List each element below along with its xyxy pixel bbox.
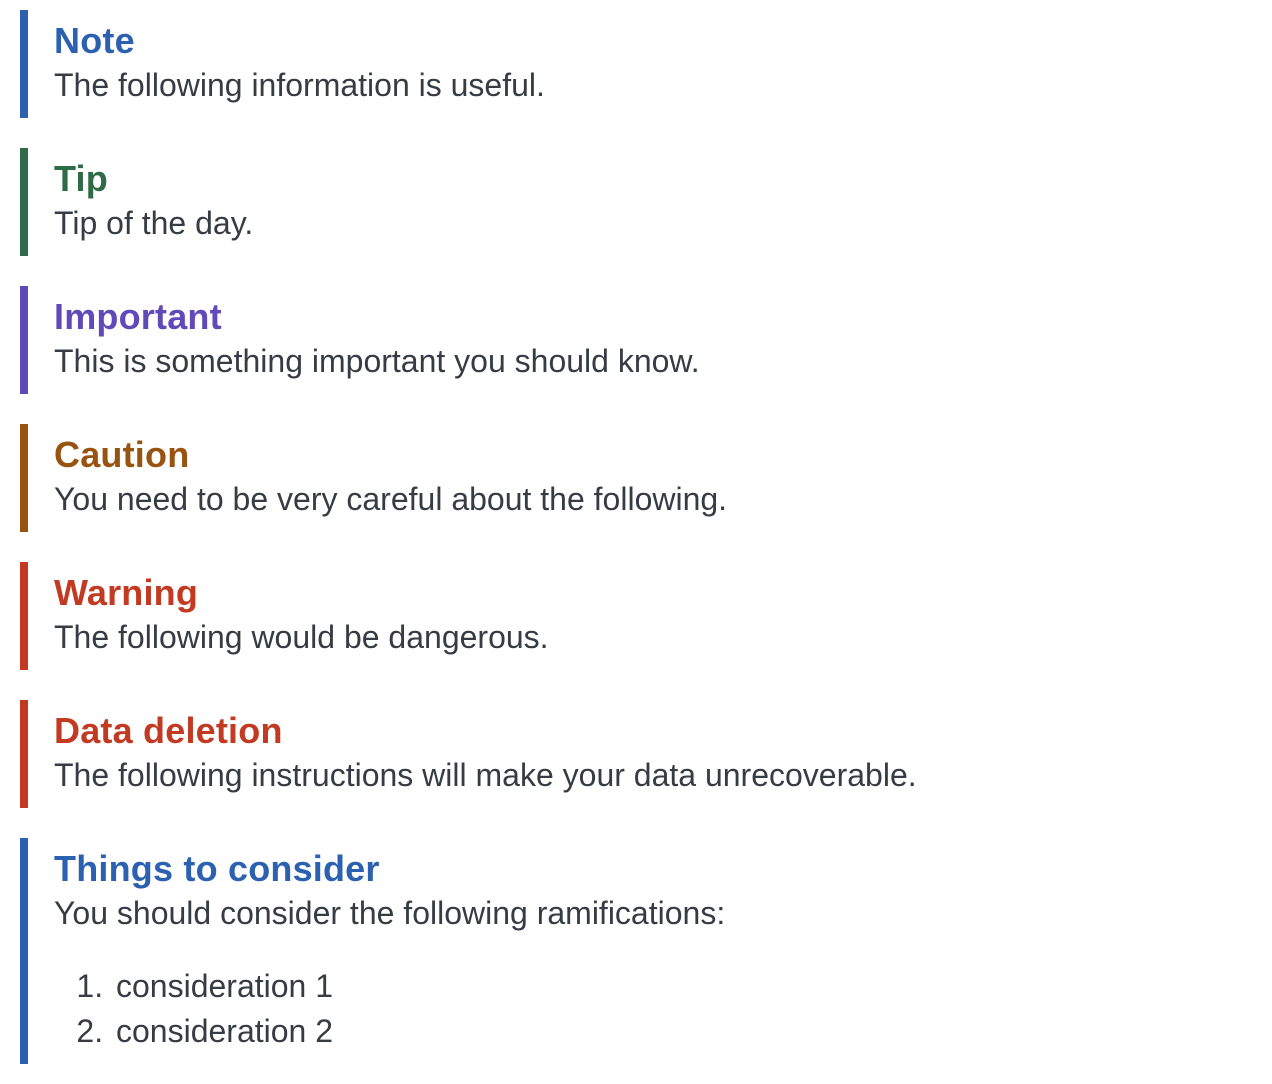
admonition-warning [20, 562, 1272, 670]
admonition-important [20, 286, 1272, 394]
admonition-body: Tip of the day. [54, 205, 254, 241]
admonition-body: You should consider the following ramifications: [54, 895, 726, 931]
admonition-title: Important [54, 296, 222, 337]
admonition-title: Caution [54, 434, 190, 475]
admonition-caution [20, 424, 1272, 532]
admonitions-container [20, 10, 1272, 1064]
consideration-list [54, 964, 1248, 1054]
admonition-things-to-consider [20, 838, 1272, 1064]
admonition-tip [20, 148, 1272, 256]
list-item: 2. consideration 2 [112, 1009, 1248, 1054]
admonition-title: Warning [54, 572, 199, 613]
admonition-body: The following would be dangerous. [54, 619, 549, 655]
admonition-title: Tip [54, 158, 108, 199]
list-item: 1. consideration 1 [112, 964, 1248, 1009]
admonition-title: Note [54, 20, 135, 61]
admonition-note [20, 10, 1272, 118]
admonition-title: Things to consider [54, 848, 380, 889]
admonition-body: The following information is useful. [54, 67, 545, 103]
admonition-body: This is something important you should know. [54, 343, 700, 379]
admonition-body: You need to be very careful about the following. [54, 481, 728, 517]
admonition-data-deletion [20, 700, 1272, 808]
admonition-title: Data deletion [54, 710, 283, 751]
admonition-body: The following instructions will make your data unrecoverable. [54, 757, 917, 793]
